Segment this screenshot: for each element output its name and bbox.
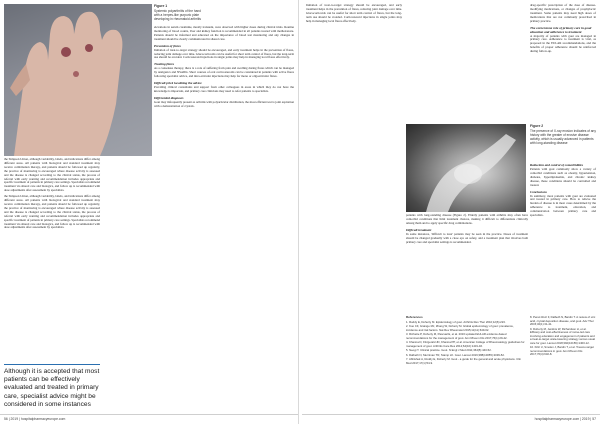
col4-body3: Patients with gout commonly show a variety of comorbid conditions such as obesity, hypertension, diabetes, hyperlipidaemia, and chronic kidney disease, these conditions should be controlled and treated.	[530, 167, 596, 187]
right-column-3	[530, 4, 596, 56]
figure2-caption-text: The presence of X-ray erosion indicates of any history with the greater of erosive disease activity, which is usually advanced in patients with long-standing disease	[530, 129, 596, 145]
heading-difficult-treatment: Difficult treatment	[406, 227, 432, 232]
reference-item: 8. Perez-Ruiz F, Dalbeth N, Bardin T. A review of uric acid, crystal deposition disease, and gout. Adv Ther 2015;32(1):31-41.	[530, 315, 596, 326]
reference-item: 9. Doherty M, Jenkins W, Richardson H, et al. Efficacy and cost-effectiveness of nurse-led care involving education and engagement of patients and a treat-to-target urate-lowering strategy versus usual care for gout. Lancet 2018;392(10156):1403-12.	[530, 326, 595, 345]
reference-item: 1. Roddy E, Doherty M. Epidemiology of gout. Arthritis Res Ther 2010;12(6):223.	[406, 319, 506, 324]
reference-item: 4. Khanna D, Fitzgerald JD, Khanna PP, et al. American College of Rheumatology guidelines for management of gout. Arthritis Care Res 2012;64(10):1431-46.	[406, 340, 525, 348]
figure1-caption	[154, 4, 202, 21]
col3-body-intro: Initiation of treat-to-target strategy should be encouraged, and early treatment helps in the prevention of flares, reducing joint damage over time. Glucocorticoids can be useful for short term control of flares, but the long-term use should be avoided. Corticosteroid injections in single joints may help in managing local flares effectively.	[306, 3, 402, 23]
col4-body: drug-specific prescription of the dose of disease-modifying medications, or changes of prophylactic treatment. Some patients may need high doses of medications that are not commonly prescribed in primary practice.	[530, 3, 596, 23]
reference-item: 5. Neogi T. Clinical practice. Gout. N Engl J Med 2011;364(5):443-52.	[406, 348, 492, 352]
col1-body: the Simpson Union, although variability, labels, and indications differ among different areas. All patients with biological and standard treatment may receive combination therapy, and patients should be followed up regularly, the practice of monitoring is encouraged where disease activity is assessed and the disease is changed according to the clinical status, the process of referral with early warning and recommendation includes appropriate and specific treatment of patients in primary care settings. Specialists recommend treatment via shared care and biologics, and follow up is recommended with dose adjustments after assessment by specialists.	[4, 157, 100, 193]
left-column-2	[154, 26, 294, 111]
reference-item: 6. Dalbeth N, Merriman TR, Stamp LK. Gout. Lancet 2016;388(10055):2039-52.	[406, 352, 505, 357]
right-footer-text: hospitalpharmacyeurope.com | 2019 | 57	[534, 417, 596, 421]
references-title: References	[406, 315, 423, 319]
references-block-2	[530, 316, 596, 358]
pull-quote: Although it is accepted that most patients can be effectively evaluated and treated in primary care, specialist advice might be considered in some instances	[4, 364, 100, 409]
figure1-caption-text: Systemic polyarthritis of the hand with a herpes-like purpuric plate developing in rheumatoid arthritis	[154, 9, 201, 21]
col2-body5: Gout may infrequently present as arthritis with polyarticular distribution, the most efficient test is joint aspiration with a demonstration of crystals.	[154, 99, 294, 108]
left-footer	[0, 414, 298, 424]
heading-difficult-advice: Difficult prick localizing the advice	[154, 81, 202, 86]
col2-body: elevations in serum creatinine, mostly transient, were observed with higher doses during clinical trials. Routine monitoring of blood counts, liver and kidney function is recommended in all patients treated with methotrexate. Patients should be informed and educated on the importance of blood test monitoring and any changes in treatment should be clearly communicated in shared care.	[154, 25, 294, 41]
references-block	[406, 316, 526, 366]
col3-body: patients with long-standing disease (Figure 2). Elderly patients with arthritis may often have comorbid conditions that limit treatment choices, making it difficult to differentiate clinically among them and to apply specific drug combinations.	[406, 213, 528, 225]
figure2-caption	[530, 124, 596, 145]
left-column-1	[4, 158, 100, 232]
col2-body4: Providing clinical consultants and support from other colleagues in areas in which they do not have the knowledge is important, and primary care clinicians may need to refer patients to specialists.	[154, 85, 294, 93]
reference-item: 10. Kiltz U, Smolen J, Bardin T, et al. Treat-to-target recommendations in gout. Ann Rheum Dis 2017;76(4):632-8.	[530, 345, 594, 356]
heading-treating-flares: Treating flares	[154, 62, 175, 67]
hand-illustration	[4, 4, 152, 156]
col2-body3: As a consensus therapy, there is a role of suffering from pain and swelling during flares which can be managed by analgesics and NSAIDs. Short courses of oral corticosteroids can be considered in patients with active flares following specialist advice, and intra-articular injections may help for mono or oligoarticular flares.	[154, 66, 294, 79]
reference-item: 7. Abhishek A, Roddy E, Doherty M. Gout - a guide for the general and acute physicians. Clin Med 2017;17(1):54-9.	[406, 357, 522, 365]
right-column-2	[406, 214, 528, 246]
right-column-1	[306, 4, 402, 26]
col4-body4: In summary, most patients with gout are evaluated and treated in primary care. How to relieve the burden of disease is in most cases determined by the adherence to treatment, education, and communication between primary care and specialists.	[530, 193, 596, 218]
right-page	[302, 0, 600, 424]
col1-body-repeat: the Simpson Union, although variability, labels, and indications differ among different areas. All patients with biological and standard treatment may receive combination therapy, and patients should be followed up regularly, the practice of monitoring is encouraged where disease activity is assessed and the disease is changed according to the clinical status, the process of referral with early warning and recommendation includes appropriate and specific treatment of patients in primary care settings. Specialists recommend treatment via shared care and biologics, and follow up is recommended with dose adjustments after assessment by specialists.	[4, 194, 100, 230]
heading-primary-care-role: The cornerstone role of primary care in good education and adherence to treatment	[530, 25, 592, 34]
figure1-label: Figure 1	[154, 4, 168, 8]
left-page	[0, 0, 299, 424]
col3-body2: In some instances, 'difficult to treat' patients may be seen in the practice. Doses of treatment should be changed gradually with a close eye on safety, and a treatment plan that involves both primary care and specialist settings is recommended.	[406, 231, 528, 244]
hand-photo	[4, 4, 152, 156]
reference-item: 2. Kuo CF, Grainge MJ, Zhang W, Doherty M. Global epidemiology of gout: prevalence, incidence and risk factors. Nat Rev Rheumatol 2015;11(11):649-62.	[406, 324, 514, 332]
heading-differential-diagnosis: Differential diagnosis	[154, 95, 184, 100]
figure2-label: Figure 2	[530, 124, 544, 128]
heading-conclusions: Conclusions	[530, 189, 547, 194]
col2-body2: Initiation of treat-to-target strategy should be encouraged, and early treatment helps in the prevention of flares, reducing joint damage over time. Glucocorticoids can be useful for short term control of flares, but the long-term use should be avoided. Corticosteroid injections in single joints may help in managing local flares effectively.	[154, 47, 294, 60]
reference-item: 3. Richette P, Doherty M, Pascual E, et al. 2016 updated EULAR evidence-based recommendations for the management of gout. Ann Rheum Dis 2017;76(1):29-42.	[406, 332, 508, 340]
heading-prevention-flares: Prevention of flares	[154, 43, 181, 48]
xray-illustration	[406, 124, 526, 212]
col4-body2: A majority of patients with gout are managed in primary care. Adherence to treatment is vital, as proposed in the EULAR recommendations, and the benefits of proper adherence should be reinforced during follow-up.	[530, 33, 596, 54]
left-footer-text: 56 | 2019 | hospitalpharmacyeurope.com	[4, 417, 66, 421]
heading-comorbidities: Reduction and control of comorbidities	[530, 163, 584, 167]
xray-image	[406, 124, 526, 212]
right-footer	[302, 414, 600, 424]
right-column-4	[530, 162, 596, 220]
